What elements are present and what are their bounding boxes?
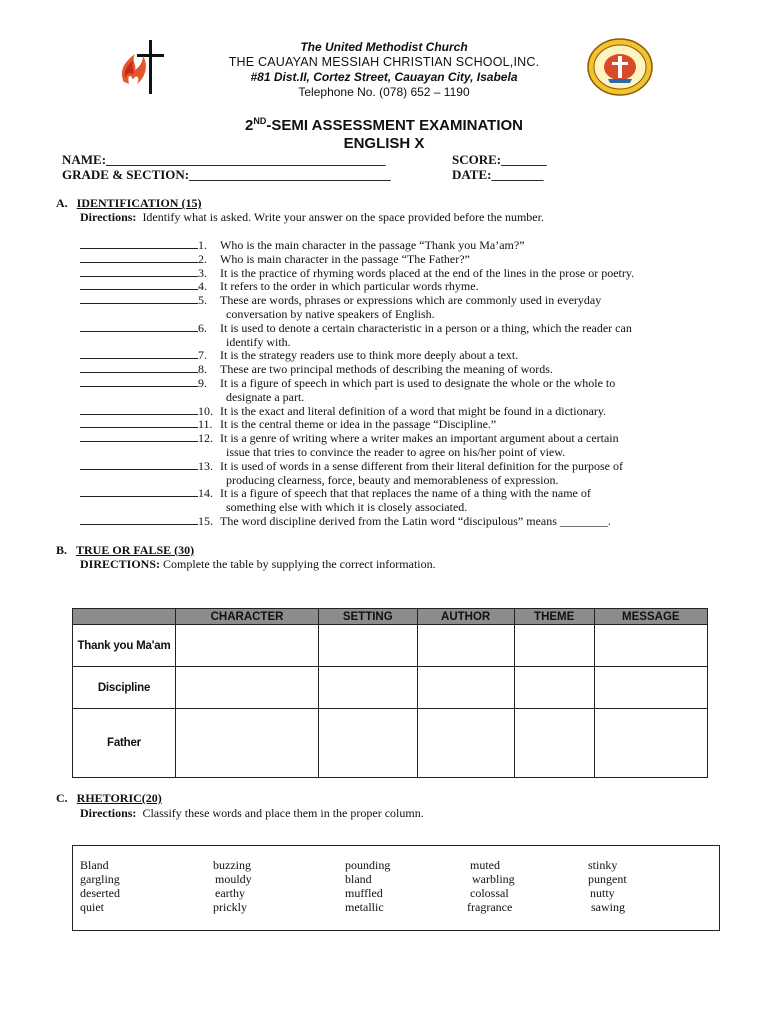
question-item [80, 238, 525, 253]
question-number: 6. [198, 320, 207, 335]
name-field[interactable]: NAME:___________________________________________ [62, 152, 386, 167]
answer-cell[interactable] [176, 709, 319, 778]
question-number: 1. [198, 238, 207, 252]
question-item [80, 376, 615, 405]
word-bank-word: warbling [472, 872, 515, 886]
table-row [73, 709, 708, 778]
table-header-blank [73, 609, 176, 625]
section-c-heading: C. RHETORIC(20) [56, 791, 162, 805]
word-bank-word: gargling [80, 872, 120, 886]
question-text: something else with which it is closely associated. [226, 500, 468, 515]
word-bank-word: fragrance [467, 900, 513, 914]
answer-blank[interactable] [80, 514, 198, 525]
word-bank-word: muted [470, 858, 500, 872]
answer-cell[interactable] [319, 709, 417, 778]
word-bank-word: metallic [345, 900, 384, 914]
answer-cell[interactable] [594, 709, 707, 778]
question-text: It is the exact and literal definition of a word that might be found in a dictionary. [220, 403, 607, 418]
row-label: Thank you Ma'am [73, 625, 176, 667]
table-row [73, 667, 708, 709]
question-number: 5. [198, 293, 207, 308]
answer-cell[interactable] [514, 709, 594, 778]
table-header: CHARACTER [176, 609, 319, 625]
question-text: These are two principal methods of describing the meaning of words. [220, 362, 553, 377]
question-item [80, 404, 606, 419]
question-item [80, 266, 634, 281]
section-b-directions: DIRECTIONS: Complete the table by supplying the correct information. [80, 557, 436, 571]
answer-cell[interactable] [594, 667, 707, 709]
question-text: These are words, phrases or expressions which are commonly used in everyday [220, 293, 602, 308]
school-address: #81 Dist.II, Cortez Street, Cauayan City, Isabela [250, 70, 518, 84]
score-field[interactable]: SCORE:_______ [452, 152, 547, 167]
answer-blank[interactable] [80, 431, 198, 442]
table-header-row [73, 609, 708, 625]
answer-blank[interactable] [80, 348, 198, 359]
question-item [80, 431, 619, 460]
question-text: identify with. [226, 334, 291, 349]
answer-cell[interactable] [319, 667, 417, 709]
section-a-heading: A. IDENTIFICATION (15) [56, 196, 202, 210]
word-bank-word: deserted [80, 886, 120, 900]
question-number: 7. [198, 348, 207, 363]
word-bank-word: prickly [213, 900, 247, 914]
word-bank-word: pounding [345, 858, 391, 872]
question-text: Who is main character in the passage “The Father?” [220, 251, 470, 266]
word-bank-word: quiet [80, 900, 104, 914]
question-text: designate a part. [226, 389, 305, 404]
table-header: MESSAGE [594, 609, 707, 625]
question-number: 9. [198, 376, 207, 390]
answer-blank[interactable] [80, 376, 198, 387]
answer-cell[interactable] [319, 625, 417, 667]
question-item [80, 321, 632, 350]
question-item [80, 252, 470, 267]
question-item [80, 348, 518, 363]
table-row [73, 625, 708, 667]
question-number: 14. [198, 486, 213, 501]
answer-blank[interactable] [80, 293, 198, 304]
question-text: Who is the main character in the passage “Thank you Ma’am?” [220, 238, 525, 252]
answer-cell[interactable] [514, 625, 594, 667]
question-item [80, 486, 591, 515]
question-text: producing clearness, force, beauty and memorableness of expression. [226, 472, 559, 487]
school-telephone: Telephone No. (078) 652 – 1190 [298, 85, 470, 99]
question-number: 10. [198, 403, 213, 418]
table-header: AUTHOR [417, 609, 514, 625]
answer-blank[interactable] [80, 486, 198, 497]
school-name: THE CAUAYAN MESSIAH CHRISTIAN SCHOOL,INC. [228, 55, 540, 69]
question-text: It is a figure of speech that that replaces the name of a thing with the name of [220, 486, 591, 501]
date-field[interactable]: DATE:________ [452, 167, 544, 182]
question-item [80, 293, 601, 322]
question-text: It is the central theme or idea in the passage “Discipline.” [220, 417, 497, 432]
answer-cell[interactable] [594, 625, 707, 667]
word-bank-box [72, 845, 720, 931]
answer-blank[interactable] [80, 321, 198, 332]
question-item [80, 514, 611, 529]
answer-cell[interactable] [417, 625, 514, 667]
question-number: 8. [198, 362, 207, 377]
table-header: SETTING [319, 609, 417, 625]
question-number: 4. [198, 279, 207, 294]
word-bank-word: colossal [470, 886, 509, 900]
word-bank-word: bland [345, 872, 372, 886]
answer-cell[interactable] [514, 667, 594, 709]
answer-cell[interactable] [176, 625, 319, 667]
question-text: It is used to denote a certain characteristic in a person or a thing, which the reader can [220, 320, 632, 335]
answer-cell[interactable] [176, 667, 319, 709]
grade-section-field[interactable]: GRADE & SECTION:_______________________________ [62, 167, 391, 182]
question-item [80, 279, 479, 294]
church-name: The United Methodist Church [300, 40, 468, 54]
answer-blank[interactable] [80, 459, 198, 470]
answer-blank[interactable] [80, 238, 198, 249]
question-number: 11. [198, 417, 213, 432]
question-text: It is the practice of rhyming words placed at the end of the lines in the prose or poetry. [220, 265, 635, 280]
question-number: 13. [198, 458, 213, 473]
answer-blank[interactable] [80, 417, 198, 428]
question-number: 2. [198, 251, 207, 266]
word-bank-word: muffled [345, 886, 383, 900]
answer-cell[interactable] [417, 709, 514, 778]
row-label: Discipline [73, 667, 176, 709]
section-a-directions: Directions: Identify what is asked. Write your answer on the space provided before the number. [80, 210, 544, 224]
question-text: It refers to the order in which particular words rhyme. [220, 279, 479, 294]
section-b-heading: B. TRUE OR FALSE (30) [56, 543, 195, 557]
section-c-directions: Directions: Classify these words and place them in the proper column. [80, 806, 424, 820]
question-number: 15. [198, 514, 213, 528]
question-number: 3. [198, 265, 207, 280]
answer-cell[interactable] [417, 667, 514, 709]
question-text: It is a figure of speech in which part is used to designate the whole or the whole to [220, 376, 616, 390]
answer-blank[interactable] [80, 362, 198, 373]
question-text: It is a genre of writing where a writer makes an important argument about a certain [220, 431, 619, 446]
story-elements-table [72, 608, 708, 778]
answer-blank[interactable] [80, 266, 198, 277]
question-text: It is used of words in a sense different from their literal definition for the purpose of [220, 458, 624, 473]
word-bank-word: Bland [80, 858, 109, 872]
exam-subject: ENGLISH X [343, 135, 425, 152]
word-bank-word: buzzing [213, 858, 251, 872]
word-bank-word: stinky [588, 858, 618, 872]
answer-blank[interactable] [80, 279, 198, 290]
word-bank-word: mouldy [215, 872, 252, 886]
question-item [80, 362, 553, 377]
question-text: conversation by native speakers of English. [226, 306, 435, 321]
answer-blank[interactable] [80, 252, 198, 263]
word-bank-word: nutty [590, 886, 615, 900]
question-text: issue that tries to convince the reader to agree on his/her point of view. [226, 444, 566, 459]
word-bank-word: sawing [591, 900, 625, 914]
word-bank-word: pungent [588, 872, 627, 886]
question-item [80, 417, 496, 432]
question-number: 12. [198, 431, 213, 446]
exam-title: 2ND-SEMI ASSESSMENT EXAMINATION [244, 116, 524, 134]
question-item [80, 459, 623, 488]
table-header: THEME [514, 609, 594, 625]
row-label: Father [73, 709, 176, 778]
question-text: It is the strategy readers use to think more deeply about a text. [220, 348, 519, 363]
question-text: The word discipline derived from the Latin word “discipulous” means ________. [220, 514, 611, 528]
answer-blank[interactable] [80, 404, 198, 415]
word-bank-word: earthy [215, 886, 245, 900]
